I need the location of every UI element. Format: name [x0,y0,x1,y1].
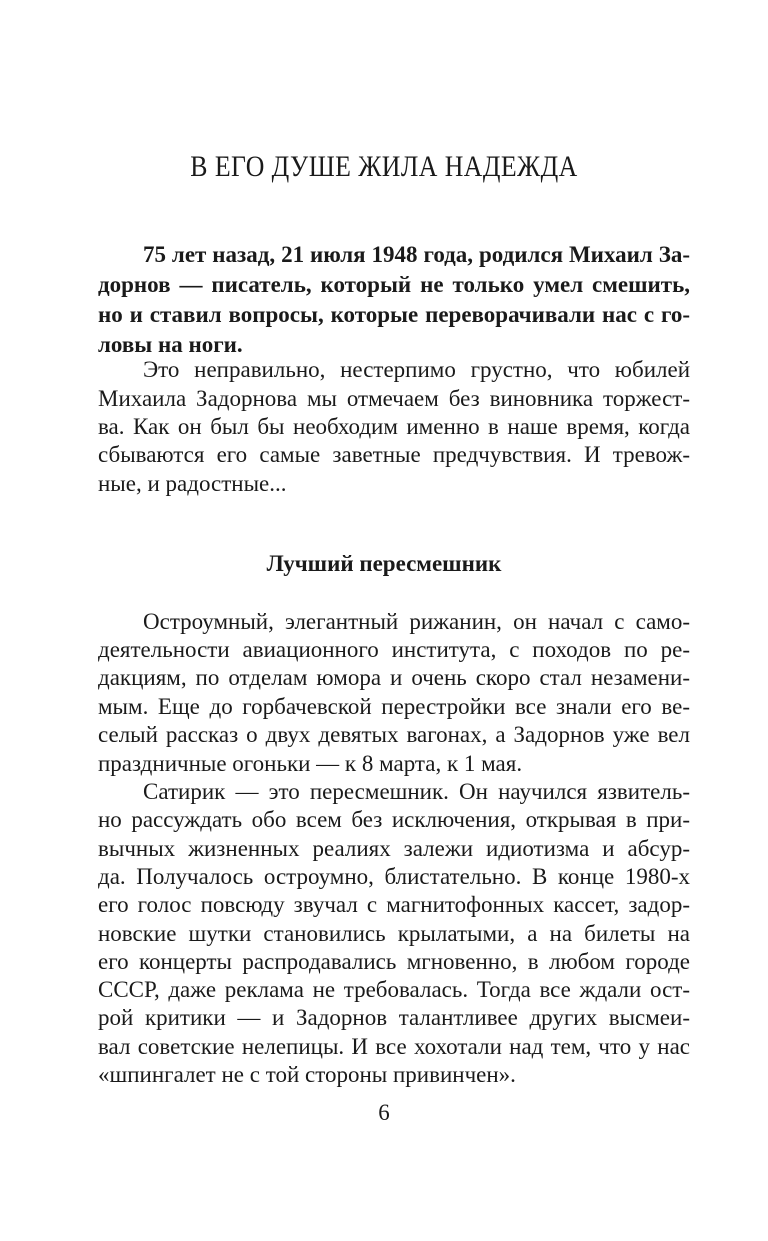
intro-line: сбываются его самые заветные предчувствия. И тревож- [98,442,690,467]
lead-line: но и ставил вопросы, которые переворачивали нас с го- [98,302,690,327]
body-line: Сатирик — это пересмешник. Он научился язвитель- [143,779,690,804]
body-line: дакциям, по отделам юмора и очень скоро стал незамени- [98,665,690,690]
lead-line: дорнов — писатель, который не только умел смешить, [98,272,690,297]
intro-line: Это неправильно, нестерпимо грустно, что юбилей [143,357,690,382]
body-line: деятельности авиационного института, с походов по ре- [98,637,690,662]
body-line: «шпингалет не с той стороны привинчен». [98,1062,516,1087]
body-line: его голос повсюду звучал с магнитофонных кассет, задор- [98,892,690,917]
body-line: но рассуждать обо всем без исключения, открывая в при- [98,807,690,832]
body-line: Остроумный, элегантный рижанин, он начал с само- [143,609,690,634]
intro-line: Михаила Задорнова мы отмечаем без виновника торжест- [98,386,690,411]
body-line: вал советские нелепицы. И все хохотали над тем, что у нас [98,1034,690,1059]
section-heading: Лучший пересмешник [266,551,502,576]
body-line: новские шутки становились крылатыми, а на билеты на [98,921,690,946]
page-number: 6 [378,1100,390,1125]
body-line: селый рассказ о двух девятых вагонах, а Задорнов уже вел [98,722,690,747]
body-line: мым. Еще до горбачевской перестройки все знали его ве- [98,694,690,719]
body-line: праздничные огоньки — к 8 марта, к 1 мая. [98,751,523,776]
body-line: рой критики — и Задорнов талантливее других высмеи- [98,1005,690,1030]
intro-line: ва. Как он был бы необходим именно в наше время, когда [98,414,690,439]
chapter-title: В ЕГО ДУШЕ ЖИЛА НАДЕЖДА [190,150,578,183]
body-line: его концерты распродавались мгновенно, в любом городе [98,949,690,974]
lead-line: ловы на ноги. [98,332,243,357]
body-line: вычных жизненных реалиях залежи идиотизма и абсур- [98,836,690,861]
intro-line: ные, и радостные... [98,471,287,496]
body-line: да. Получалось остроумно, блистательно. В конце 1980-х [98,864,690,889]
lead-line: 75 лет назад, 21 июля 1948 года, родился Михаил За- [143,242,690,267]
body-line: СССР, даже реклама не требовалась. Тогда все ждали ост- [98,977,690,1002]
